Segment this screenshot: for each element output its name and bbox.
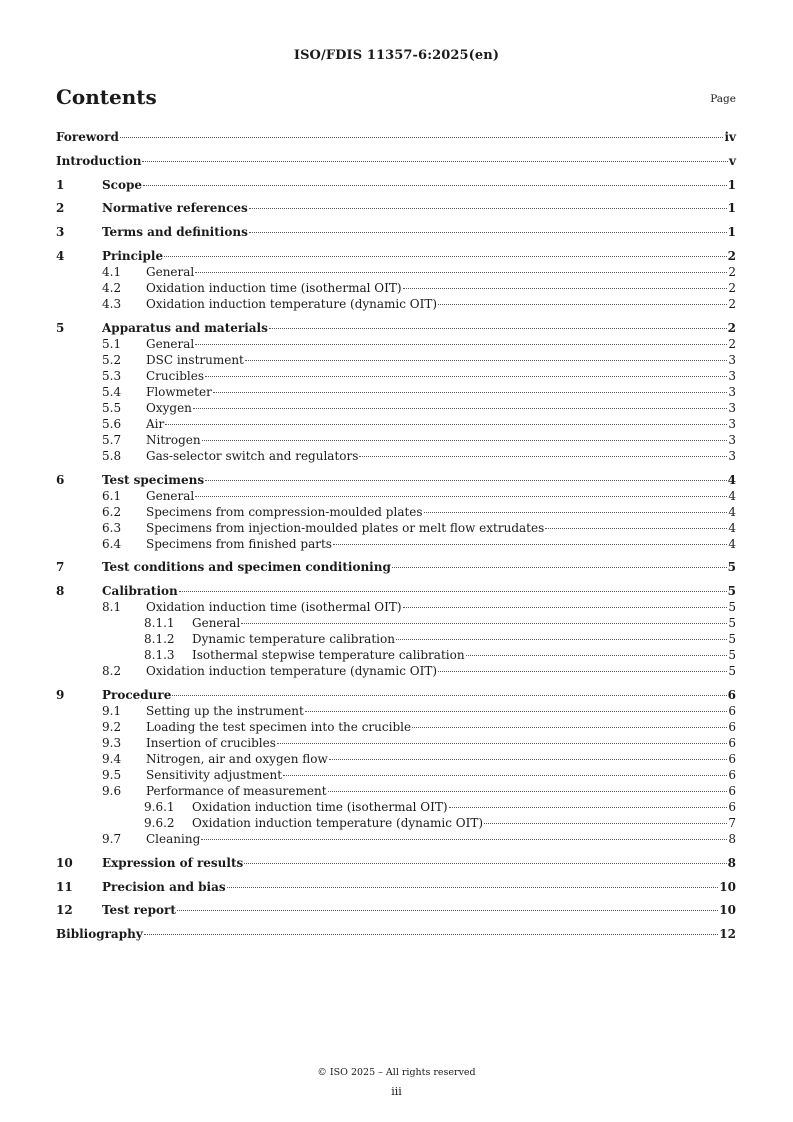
toc-entry-title: Normative references xyxy=(102,201,248,216)
toc-entry-page: 8 xyxy=(727,855,736,870)
toc-entry[interactable] xyxy=(56,631,736,647)
toc-entry[interactable] xyxy=(56,248,736,264)
toc-entry[interactable] xyxy=(56,663,736,679)
toc-entry[interactable] xyxy=(56,815,736,831)
toc-entry-number: 5.2 xyxy=(102,352,122,367)
toc-entry[interactable] xyxy=(56,615,736,631)
dot-leader xyxy=(195,496,727,497)
dot-leader xyxy=(202,440,728,441)
toc-entry[interactable] xyxy=(56,432,736,448)
dot-leader xyxy=(412,727,727,728)
dot-leader xyxy=(392,567,727,568)
dot-leader xyxy=(213,392,728,393)
toc-entry-title: Performance of measurement xyxy=(146,783,327,798)
toc-entry-page: 3 xyxy=(728,368,736,383)
toc-entry-page: 2 xyxy=(727,248,736,263)
dot-leader xyxy=(195,344,727,345)
toc-entry-page: 6 xyxy=(728,751,736,766)
toc-entry-title: General xyxy=(146,336,195,351)
toc-entry-page: iv xyxy=(724,130,736,144)
toc-entry-number: 5.8 xyxy=(102,448,122,463)
toc-entry-page: 10 xyxy=(719,879,736,894)
toc-entry-title: Sensitivity adjustment xyxy=(146,767,283,782)
toc-entry[interactable] xyxy=(56,735,736,751)
toc-entry-page: 5 xyxy=(727,584,736,599)
toc-entry-number: 9.4 xyxy=(102,751,122,766)
toc-entry-number: 5.7 xyxy=(102,432,122,447)
toc-entry-page: 6 xyxy=(727,687,736,702)
toc-entry-title: Expression of results xyxy=(102,855,244,870)
toc-entry[interactable] xyxy=(56,599,736,615)
contents-title: Contents xyxy=(56,85,157,109)
toc-entry-title: Bibliography xyxy=(56,927,143,942)
toc-entry-title: Test report xyxy=(102,903,176,918)
toc-entry[interactable] xyxy=(56,264,736,280)
toc-entry-number: 8.1.2 xyxy=(144,632,175,647)
toc-entry[interactable] xyxy=(56,320,736,336)
dot-leader xyxy=(449,807,728,808)
toc-entry-title: Loading the test specimen into the crucible xyxy=(146,719,412,734)
toc-entry-number: 5.5 xyxy=(102,400,122,415)
toc-entry-page: 7 xyxy=(728,815,736,830)
toc-entry-number: 1 xyxy=(56,177,65,192)
toc-entry[interactable] xyxy=(56,448,736,464)
dot-leader xyxy=(164,256,727,257)
toc-entry[interactable] xyxy=(56,767,736,783)
toc-entry-number: 5.1 xyxy=(102,336,122,351)
toc-entry-title: Scope xyxy=(102,177,143,192)
toc-entry-page: 4 xyxy=(728,520,736,535)
toc-entry[interactable] xyxy=(56,472,736,488)
toc-entry-title: Oxidation induction time (isothermal OIT) xyxy=(192,799,448,814)
dot-leader xyxy=(359,456,727,457)
dot-leader xyxy=(245,360,727,361)
toc-entry-number: 3 xyxy=(56,225,65,240)
dot-leader xyxy=(438,671,727,672)
toc-entry[interactable] xyxy=(56,783,736,799)
dot-leader xyxy=(201,839,727,840)
toc-entry-page: 1 xyxy=(727,177,736,192)
toc-entry-page: 2 xyxy=(728,264,736,279)
toc-entry-title: Isothermal stepwise temperature calibration xyxy=(192,648,465,663)
toc-entry-number: 8 xyxy=(56,584,65,599)
toc-entry-number: 9.7 xyxy=(102,831,122,846)
toc-entry-number: 10 xyxy=(56,855,73,870)
dot-leader xyxy=(227,887,719,888)
toc-entry[interactable] xyxy=(56,583,736,599)
toc-entry-title: Oxidation induction temperature (dynamic OIT) xyxy=(146,664,438,679)
toc-entry-page: 2 xyxy=(728,280,736,295)
toc-entry-title: Precision and bias xyxy=(102,879,226,894)
toc-entry-number: 11 xyxy=(56,879,73,894)
toc-entry-number: 8.2 xyxy=(102,664,122,679)
toc-entry[interactable] xyxy=(56,879,736,895)
dot-leader xyxy=(120,137,724,138)
toc-entry-title: Oxidation induction temperature (dynamic OIT) xyxy=(146,296,438,311)
dot-leader xyxy=(545,528,727,529)
toc-entry-page: 5 xyxy=(727,560,736,575)
toc-entry-page: 8 xyxy=(728,831,736,846)
toc-entry-number: 4 xyxy=(56,248,65,263)
toc-entry-number: 9.3 xyxy=(102,735,122,750)
toc-entry-page: 3 xyxy=(728,432,736,447)
toc-entry-number: 5 xyxy=(56,320,65,335)
toc-entry-number: 6.4 xyxy=(102,536,122,551)
toc-entry[interactable] xyxy=(56,416,736,432)
toc-entry[interactable] xyxy=(56,799,736,815)
toc-entry-title: Setting up the instrument xyxy=(146,703,304,718)
toc-entry-title: Flowmeter xyxy=(146,384,212,399)
toc-entry[interactable] xyxy=(56,296,736,312)
toc-entry[interactable] xyxy=(56,536,736,552)
toc-entry-title: Oxidation induction temperature (dynamic OIT) xyxy=(192,815,484,830)
document-id-header: ISO/FDIS 11357-6:2025(en) xyxy=(293,48,500,63)
toc-entry-title: Crucibles xyxy=(146,368,204,383)
toc-entry[interactable] xyxy=(56,153,736,169)
dot-leader xyxy=(283,775,727,776)
toc-entry-number: 4.1 xyxy=(102,264,122,279)
toc-entry-title: Air xyxy=(146,416,165,431)
dot-leader xyxy=(205,480,727,481)
dot-leader xyxy=(205,376,727,377)
toc-entry[interactable] xyxy=(56,129,736,145)
toc-entry-number: 5.3 xyxy=(102,368,122,383)
toc-entry-page: 1 xyxy=(727,225,736,240)
dot-leader xyxy=(333,544,727,545)
toc-entry-title: Apparatus and materials xyxy=(102,320,268,335)
toc-entry-page: 6 xyxy=(728,767,736,782)
toc-entry-title: Introduction xyxy=(56,153,142,168)
dot-leader xyxy=(142,161,728,162)
dot-leader xyxy=(179,591,727,592)
toc-entry-title: Nitrogen xyxy=(146,432,201,447)
toc-entry-number: 6.1 xyxy=(102,488,122,503)
toc-entry-number: 4.3 xyxy=(102,296,122,311)
toc-entry-page: 6 xyxy=(728,735,736,750)
toc-entry-number: 8.1.1 xyxy=(144,616,175,631)
dot-leader xyxy=(438,304,727,305)
toc-entry[interactable] xyxy=(56,647,736,663)
toc-entry-number: 9.6 xyxy=(102,783,122,798)
toc-entry-page: 4 xyxy=(727,472,736,487)
dot-leader xyxy=(328,791,728,792)
dot-leader xyxy=(165,424,727,425)
toc-entry-title: Specimens from injection-moulded plates or melt flow extrudates xyxy=(146,520,545,535)
toc-entry-title: Oxygen xyxy=(146,400,192,415)
toc-entry-title: General xyxy=(146,264,195,279)
dot-leader xyxy=(277,743,727,744)
page-column-label: Page xyxy=(710,93,736,105)
toc-entry-title: Specimens from compression-moulded plates xyxy=(146,504,423,519)
toc-entry[interactable] xyxy=(56,687,736,703)
toc-entry-number: 9.6.2 xyxy=(144,815,175,830)
toc-entry-page: 6 xyxy=(728,799,736,814)
toc-entry[interactable] xyxy=(56,368,736,384)
toc-entry-page: 3 xyxy=(728,384,736,399)
dot-leader xyxy=(249,208,727,209)
toc-entry-page: 3 xyxy=(728,416,736,431)
toc-entry-page: 5 xyxy=(728,664,736,679)
toc-entry-title: Insertion of crucibles xyxy=(146,735,276,750)
toc-entry-page: 5 xyxy=(728,600,736,615)
toc-entry-page: 2 xyxy=(728,296,736,311)
toc-entry-number: 9.1 xyxy=(102,703,122,718)
toc-entry[interactable] xyxy=(56,336,736,352)
toc-entry[interactable] xyxy=(56,751,736,767)
toc-entry-title: Nitrogen, air and oxygen flow xyxy=(146,751,328,766)
toc-entry-title: Foreword xyxy=(56,130,119,144)
toc-entry-title: Gas-selector switch and regulators xyxy=(146,448,359,463)
toc-entry[interactable] xyxy=(56,831,736,847)
toc-entry-number: 6.3 xyxy=(102,520,122,535)
toc-entry[interactable] xyxy=(56,719,736,735)
toc-entry-page: 4 xyxy=(728,504,736,519)
toc-entry[interactable] xyxy=(56,504,736,520)
dot-leader xyxy=(269,328,727,329)
dot-leader xyxy=(305,711,728,712)
toc-entry-page: v xyxy=(729,153,736,168)
toc-entry-page: 4 xyxy=(728,536,736,551)
toc-entry[interactable] xyxy=(56,520,736,536)
toc-entry-number: 9.2 xyxy=(102,719,122,734)
toc-entry-number: 9.6.1 xyxy=(144,799,175,814)
toc-entry[interactable] xyxy=(56,703,736,719)
toc-entry-page: 1 xyxy=(727,201,736,216)
toc-entry-number: 4.2 xyxy=(102,280,122,295)
toc-entry-number: 9.5 xyxy=(102,767,122,782)
dot-leader xyxy=(466,655,728,656)
toc-entry[interactable] xyxy=(56,177,736,193)
toc-entry[interactable] xyxy=(56,559,736,575)
toc-entry-title: Procedure xyxy=(102,687,172,702)
toc-entry-number: 6.2 xyxy=(102,504,122,519)
toc-entry-title: General xyxy=(192,616,241,631)
toc-entry-number: 2 xyxy=(56,201,65,216)
toc-entry[interactable] xyxy=(56,926,736,942)
dot-leader xyxy=(144,934,719,935)
toc-entry-page: 3 xyxy=(728,352,736,367)
dot-leader xyxy=(249,232,727,233)
toc-entry-number: 7 xyxy=(56,560,65,575)
toc-entry-title: DSC instrument xyxy=(146,352,244,367)
toc-entry-number: 5.6 xyxy=(102,416,122,431)
toc-entry-page: 12 xyxy=(719,927,736,942)
toc-entry-number: 8.1.3 xyxy=(144,648,175,663)
toc-entry-page: 2 xyxy=(727,320,736,335)
toc-entry-number: 9 xyxy=(56,687,65,702)
dot-leader xyxy=(403,607,728,608)
toc-entry-page: 4 xyxy=(728,488,736,503)
toc-entry-page: 3 xyxy=(728,448,736,463)
toc-entry-page: 6 xyxy=(728,783,736,798)
toc-entry-number: 6 xyxy=(56,472,65,487)
toc-entry[interactable] xyxy=(56,280,736,296)
toc-entry-title: General xyxy=(146,488,195,503)
toc-entry-title: Dynamic temperature calibration xyxy=(192,632,395,647)
toc-entry-page: 5 xyxy=(728,632,736,647)
toc-entry[interactable] xyxy=(56,400,736,416)
toc-entry[interactable] xyxy=(56,352,736,368)
toc-entry-title: Oxidation induction time (isothermal OIT) xyxy=(146,600,402,615)
toc-entry[interactable] xyxy=(56,488,736,504)
copyright-footer: © ISO 2025 – All rights reserved xyxy=(317,1067,476,1078)
dot-leader xyxy=(424,512,728,513)
toc-entry[interactable] xyxy=(56,224,736,240)
toc-entry-number: 8.1 xyxy=(102,600,122,615)
dot-leader xyxy=(177,910,718,911)
toc-entry-page: 6 xyxy=(728,719,736,734)
toc-entry[interactable] xyxy=(56,200,736,216)
toc-entry-number: 12 xyxy=(56,903,73,918)
toc-entry-title: Calibration xyxy=(102,584,178,599)
toc-entry-title: Test conditions and specimen conditioning xyxy=(102,560,391,575)
toc-entry-page: 5 xyxy=(728,616,736,631)
dot-leader xyxy=(484,823,727,824)
toc-entry-title: Principle xyxy=(102,248,164,263)
toc-entry-page: 5 xyxy=(728,648,736,663)
toc-entry-title: Test specimens xyxy=(102,472,205,487)
dot-leader xyxy=(241,623,727,624)
toc-entry[interactable] xyxy=(56,384,736,400)
toc-entry[interactable] xyxy=(56,902,736,918)
toc-entry-page: 3 xyxy=(728,400,736,415)
toc-entry-number: 5.4 xyxy=(102,384,122,399)
dot-leader xyxy=(143,185,727,186)
toc-entry-title: Oxidation induction time (isothermal OIT) xyxy=(146,280,402,295)
dot-leader xyxy=(193,408,727,409)
toc-entry-page: 6 xyxy=(728,703,736,718)
dot-leader xyxy=(396,639,727,640)
footer-page-number: iii xyxy=(391,1085,402,1098)
toc-entry-page: 10 xyxy=(719,903,736,918)
toc-entry-title: Terms and definitions xyxy=(102,225,248,240)
table-of-contents xyxy=(56,129,736,942)
dot-leader xyxy=(195,272,727,273)
dot-leader xyxy=(403,288,728,289)
dot-leader xyxy=(172,695,726,696)
toc-entry[interactable] xyxy=(56,855,736,871)
toc-entry-page: 2 xyxy=(728,336,736,351)
dot-leader xyxy=(244,863,726,864)
dot-leader xyxy=(329,759,728,760)
toc-entry-title: Specimens from finished parts xyxy=(146,536,332,551)
toc-entry-title: Cleaning xyxy=(146,831,201,846)
